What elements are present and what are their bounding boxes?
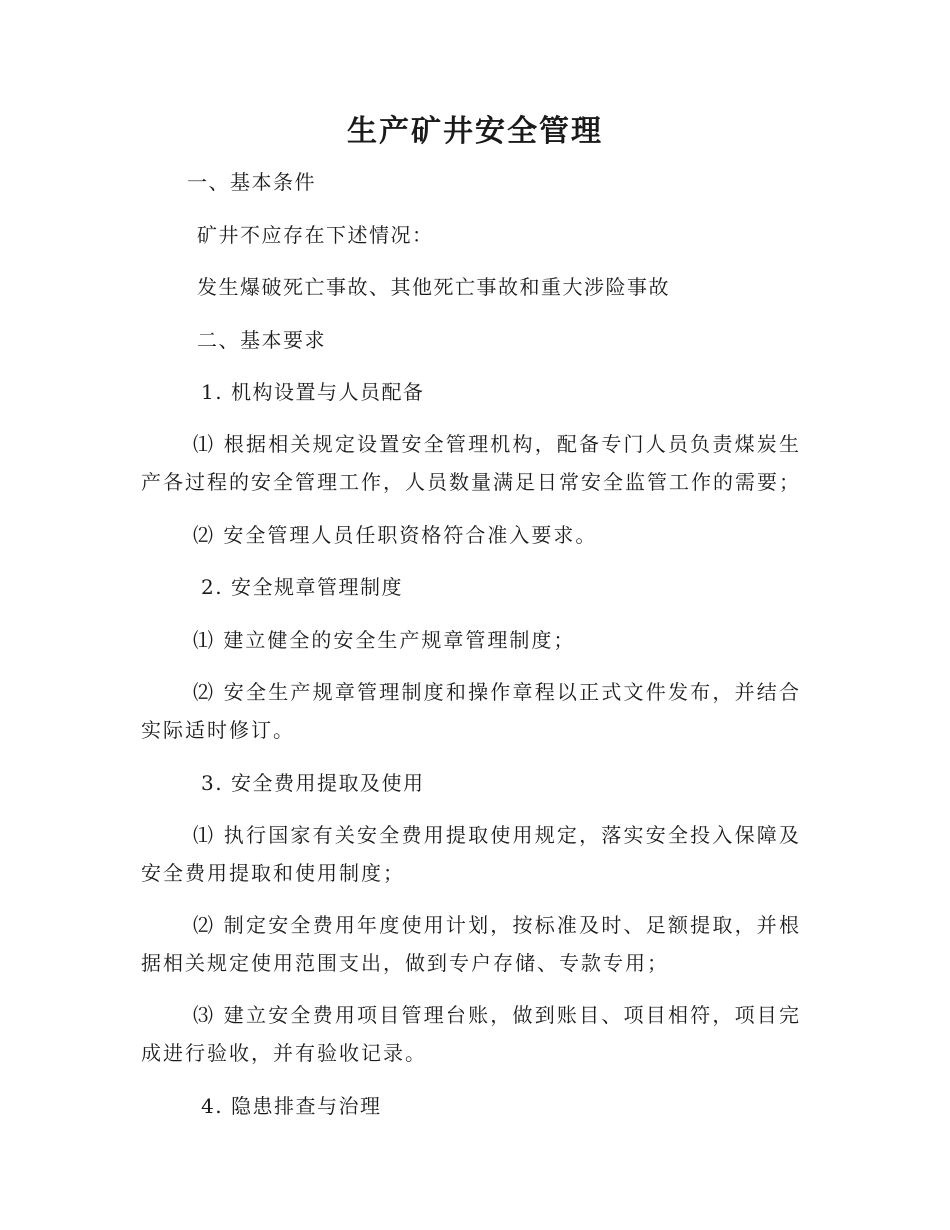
document-title: 生产矿井安全管理 <box>347 114 603 149</box>
subsection-heading-3: 3. 安全费用提取及使用 <box>201 771 425 795</box>
section-heading-basic-requirements: 二、基本要求 <box>197 328 326 352</box>
subsection-heading-4: 4. 隐患排查与治理 <box>201 1094 382 1118</box>
paragraph-1-1: ⑴ 根据相关规定设置安全管理机构，配备专门人员负责煤炭生产各过程的安全管理工作，人员数量满足日常安全监管工作的需要； <box>141 432 801 494</box>
paragraph-3-2: ⑵ 制定安全费用年度使用计划，按标准及时、足额提取，并根据相关规定使用范围支出，做到专户存储、专款专用； <box>141 913 801 975</box>
paragraph-2-1: ⑴ 建立健全的安全生产规章管理制度； <box>193 628 576 652</box>
paragraph-prohibited-case: 发生爆破死亡事故、其他死亡事故和重大涉险事故 <box>197 275 670 299</box>
section-heading-basic-conditions: 一、基本条件 <box>187 170 316 194</box>
paragraph-intro: 矿井不应存在下述情况： <box>197 223 434 247</box>
subsection-heading-2: 2. 安全规章管理制度 <box>201 575 403 599</box>
paragraph-2-2: ⑵ 安全生产规章管理制度和操作章程以正式文件发布，并结合实际适时修订。 <box>141 680 801 742</box>
paragraph-3-1: ⑴ 执行国家有关安全费用提取使用规定，落实安全投入保障及安全费用提取和使用制度； <box>141 823 801 885</box>
paragraph-1-2: ⑵ 安全管理人员任职资格符合准入要求。 <box>193 523 598 547</box>
subsection-heading-1: 1. 机构设置与人员配备 <box>201 380 425 404</box>
paragraph-3-3: ⑶ 建立安全费用项目管理台账，做到账目、项目相符，项目完成进行验收，并有验收记录。 <box>141 1003 801 1065</box>
